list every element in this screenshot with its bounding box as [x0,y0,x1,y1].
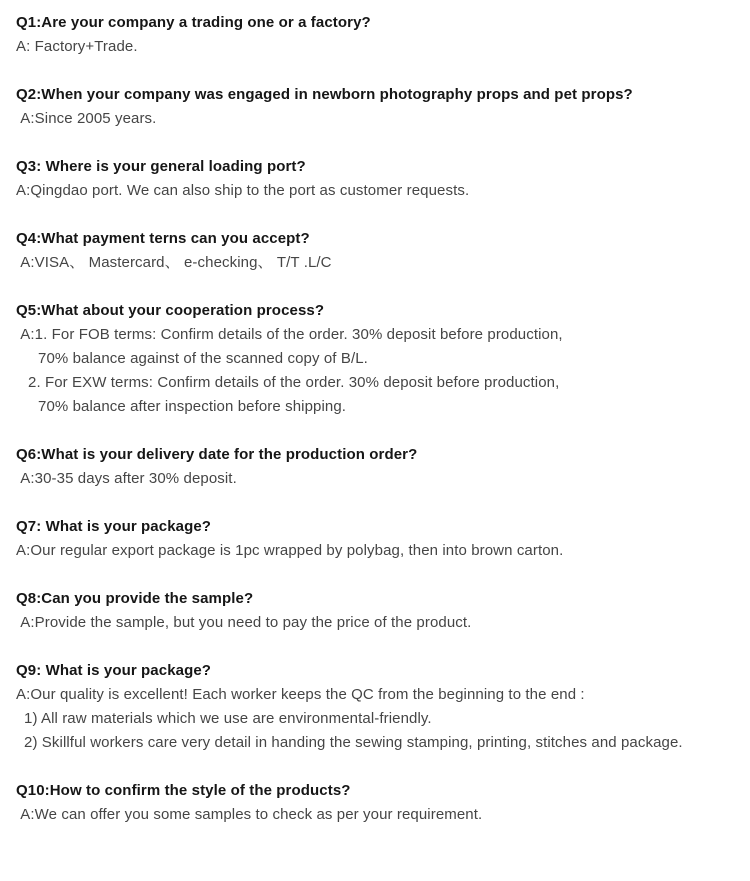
faq-answer-line: A:Our regular export package is 1pc wrapped by polybag, then into brown carton. [16,542,564,559]
faq-answer-line: A:Qingdao port. We can also ship to the port as customer requests. [16,182,470,199]
faq-item-q1 [16,11,732,59]
faq-answer-line: 70% balance against of the scanned copy of B/L. [38,350,368,367]
faq-item-q2 [16,83,732,131]
faq-item-q10 [16,779,732,827]
faq-answer-line: 1) All raw materials which we use are environmental-friendly. [24,710,432,727]
faq-answer-line: A:Provide the sample, but you need to pay the price of the product. [16,614,472,631]
faq-item-q3 [16,155,732,203]
faq-item-q9 [16,659,732,755]
faq-question: Q5:What about your cooperation process? [16,302,325,319]
faq-item-q7 [16,515,732,563]
faq-item-q8 [16,587,732,635]
faq-item-q4 [16,227,732,275]
faq-item-q6 [16,443,732,491]
faq-answer-line: A:Our quality is excellent! Each worker keeps the QC from the beginning to the end : [16,686,585,703]
faq-answer-line: A:1. For FOB terms: Confirm details of the order. 30% deposit before production, [16,326,563,343]
faq-answer-line: A:We can offer you some samples to check as per your requirement. [16,806,483,823]
faq-answer-line: A:VISA、 Mastercard、 e-checking、 T/T .L/C [16,254,332,271]
faq-question: Q6:What is your delivery date for the production order? [16,446,418,463]
faq-question: Q3: Where is your general loading port? [16,158,306,175]
faq-question: Q8:Can you provide the sample? [16,590,254,607]
faq-answer-line: A: Factory+Trade. [16,38,138,55]
faq-question: Q9: What is your package? [16,662,212,679]
faq-answer-line: 2. For EXW terms: Confirm details of the order. 30% deposit before production, [28,374,560,391]
faq-answer-line: 70% balance after inspection before shipping. [38,398,347,415]
faq-answer-line: A:Since 2005 years. [16,110,157,127]
faq-answer-line: 2) Skillful workers care very detail in handing the sewing stamping, printing, stitches and package. [24,734,683,751]
faq-question: Q4:What payment terns can you accept? [16,230,310,247]
faq-answer-line: A:30-35 days after 30% deposit. [16,470,237,487]
faq-question: Q7: What is your package? [16,518,212,535]
faq-item-q5 [16,299,732,419]
faq-question: Q10:How to confirm the style of the products? [16,782,351,799]
faq-question: Q2:When your company was engaged in newborn photography props and pet props? [16,86,633,103]
faq-question: Q1:Are your company a trading one or a factory? [16,14,371,31]
